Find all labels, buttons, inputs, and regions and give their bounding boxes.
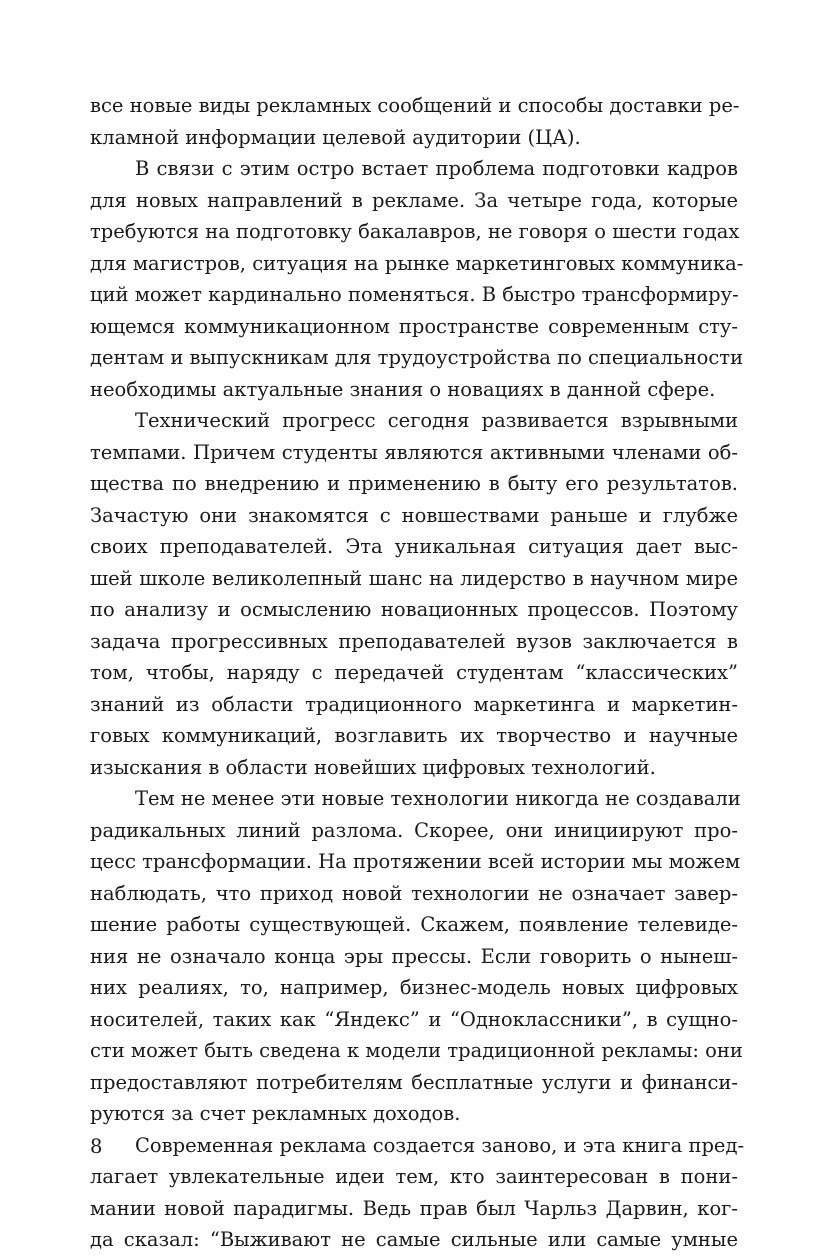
text-line: шей школе великолепный шанс на лидерство в научном мире — [90, 566, 738, 590]
text-line: кламной информации целевой аудитории (ЦА). — [90, 125, 581, 149]
text-line: наблюдать, что приход новой технологии не означает завер- — [90, 881, 738, 905]
text-line: ющемся коммуникационном пространстве современным сту- — [90, 314, 738, 338]
text-line: ций может кардинально поменяться. В быстро трансформиру- — [90, 283, 739, 306]
page-number: 8 — [90, 1135, 103, 1158]
text-line: изыскания в области новейших цифровых технологий. — [90, 755, 656, 779]
text-line: да сказал: “Выживают не самые сильные или самые умные — [90, 1228, 738, 1251]
text-line: для новых направлений в рекламе. За четыре года, которые — [90, 188, 738, 212]
text-line: своих преподавателей. Эта уникальная ситуация дает выс- — [90, 535, 738, 558]
text-line: руются за счет рекламных доходов. — [90, 1102, 461, 1125]
text-line: них реалиях, то, например, бизнес-модель новых цифровых — [90, 976, 738, 999]
text-line: щества по внедрению и применению в быту его результатов. — [90, 472, 738, 495]
text-line: знаний из области традиционного маркетинга и маркетин- — [90, 692, 738, 716]
text-line: сти может быть сведена к модели традиционной рекламы: они — [90, 1039, 743, 1062]
text-line: лагает увлекательные идеи тем, кто заинтересован в пони- — [90, 1165, 738, 1188]
body-text — [90, 90, 745, 1256]
text-line: Современная реклама создается заново, и эта книга пред- — [135, 1133, 745, 1157]
text-line: мании новой парадигмы. Ведь прав был Чарльз Дарвин, ког- — [90, 1196, 738, 1220]
text-line: по анализу и осмыслению новационных процессов. Поэтому — [90, 598, 738, 621]
text-line: Зачастую они знакомятся с новшествами раньше и глубже — [90, 503, 738, 527]
text-line: Тем не менее эти новые технологии никогда не создавали — [135, 787, 741, 810]
text-line: предоставляют потребителям бесплатные услуги и финанси- — [90, 1070, 738, 1094]
text-line: дентам и выпускникам для трудоустройства по специальности — [90, 346, 744, 369]
text-line: говых коммуникаций, возглавить их творчество и научные — [90, 724, 738, 747]
text-line: радикальных линий разлома. Скорее, они инициируют про- — [90, 818, 738, 842]
text-line: темпами. Причем студенты являются активными членами об- — [90, 440, 738, 464]
text-line: все новые виды рекламных сообщений и способы доставки ре- — [90, 94, 740, 117]
text-line: В связи с этим остро встает проблема подготовки кадров — [135, 157, 738, 180]
text-line: для магистров, ситуация на рынке маркетинговых коммуника- — [90, 251, 744, 275]
text-line: необходимы актуальные знания о новациях в данной сфере. — [90, 377, 716, 401]
text-line: Технический прогресс сегодня развивается взрывными — [135, 409, 738, 432]
text-line: том, чтобы, наряду с передачей студентам “классических” — [90, 661, 738, 684]
text-line: носителей, таких как “Яндекс” и “Одноклассники”, в сущно- — [90, 1007, 738, 1031]
text-line: шение работы существующей. Скажем, появление телевиде- — [90, 913, 738, 936]
text-line: ния не означало конца эры прессы. Если говорить о нынеш- — [90, 944, 738, 968]
text-line: задача прогрессивных преподавателей вузов заключается в — [90, 629, 738, 653]
text-line: требуются на подготовку бакалавров, не говоря о шести годах — [90, 220, 740, 243]
text-line: цесс трансформации. На протяжении всей истории мы можем — [90, 850, 741, 873]
